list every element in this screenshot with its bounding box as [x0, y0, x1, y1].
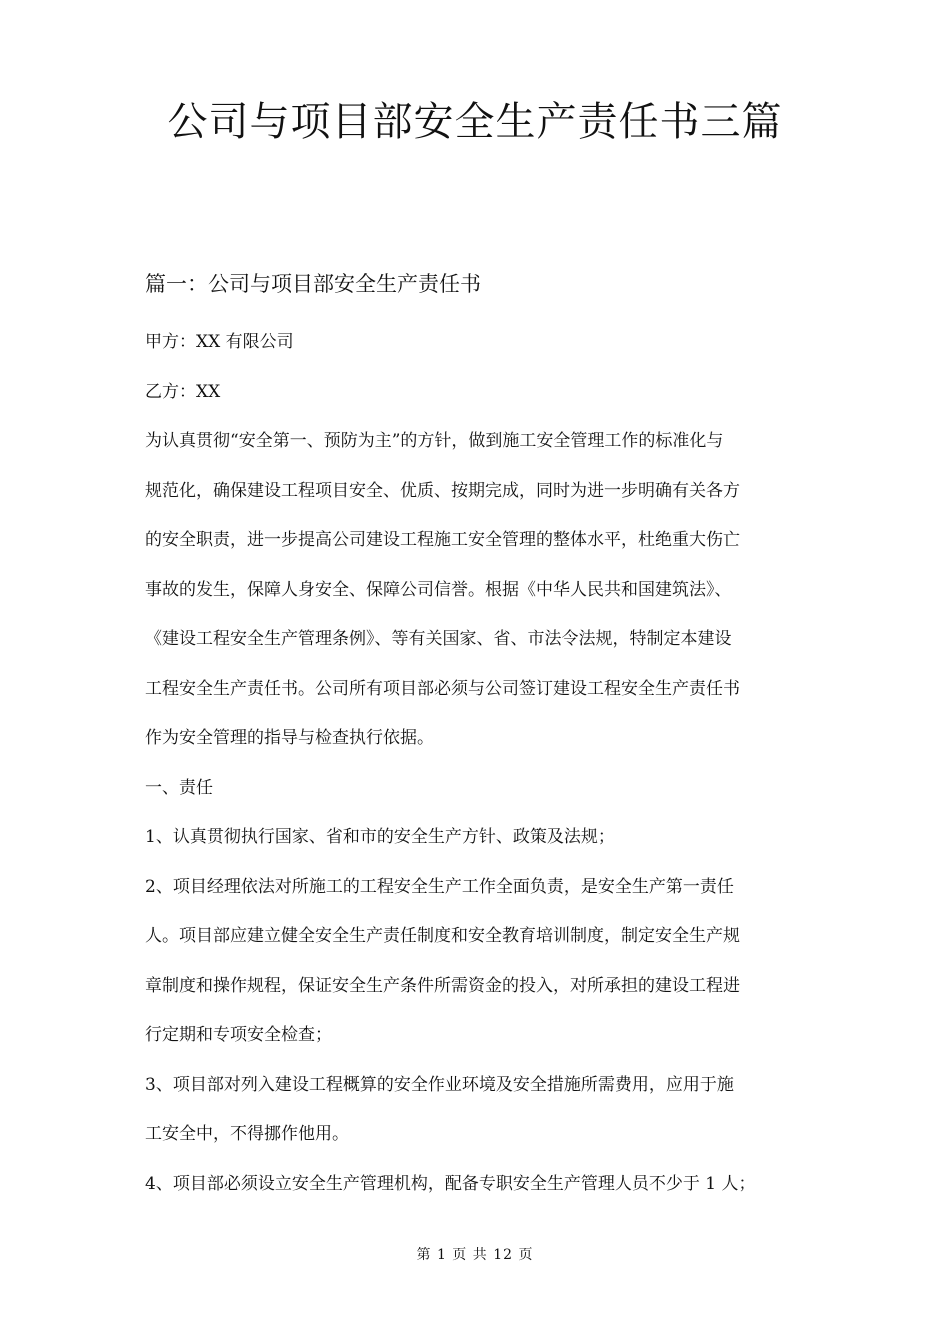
list-item: 1、认真贯彻执行国家、省和市的安全生产方针、政策及法规； — [145, 827, 615, 847]
body-line: 的安全职责，进一步提高公司建设工程施工安全管理的整体水平，杜绝重大伤亡 — [145, 530, 740, 550]
party-b-line: 乙方：XX — [145, 381, 221, 402]
section-heading: 篇一：公司与项目部安全生产责任书 — [145, 272, 481, 296]
list-item-continuation: 人。项目部应建立健全安全生产责任制度和安全教育培训制度，制定安全生产规 — [145, 926, 740, 946]
subsection-heading: 一、责任 — [145, 777, 213, 798]
list-item-continuation: 章制度和操作规程，保证安全生产条件所需资金的投入，对所承担的建设工程进 — [145, 975, 740, 996]
body-line: 《建设工程安全生产管理条例》、等有关国家、省、市法令法规，特制定本建设 — [145, 629, 732, 649]
list-item: 3、项目部对列入建设工程概算的安全作业环境及安全措施所需费用，应用于施 — [145, 1074, 734, 1095]
list-item-continuation: 行定期和专项安全检查； — [145, 1025, 332, 1045]
list-item: 2、项目经理依法对所施工的工程安全生产工作全面负责，是安全生产第一责任 — [145, 876, 734, 897]
list-item: 4、项目部必须设立安全生产管理机构，配备专职安全生产管理人员不少于 1 人； — [145, 1173, 756, 1194]
body-line: 事故的发生，保障人身安全、保障公司信誉。根据《中华人民共和国建筑法》、 — [145, 579, 732, 600]
page-number-footer: 第 1 页 共 12 页 — [416, 1247, 534, 1263]
body-line: 工程安全生产责任书。公司所有项目部必须与公司签订建设工程安全生产责任书 — [145, 678, 740, 699]
document-body — [145, 262, 810, 1209]
party-a-line: 甲方：XX 有限公司 — [145, 332, 294, 352]
body-line: 规范化，确保建设工程项目安全、优质、按期完成，同时为进一步明确有关各方 — [145, 480, 740, 501]
list-item-continuation: 工安全中，不得挪作他用。 — [145, 1124, 349, 1144]
body-line: 为认真贯彻“安全第一、预防为主”的方针，做到施工安全管理工作的标准化与 — [145, 431, 724, 451]
body-line: 作为安全管理的指导与检查执行依据。 — [145, 728, 434, 748]
document-title: 公司与项目部安全生产责任书三篇 — [167, 99, 783, 145]
